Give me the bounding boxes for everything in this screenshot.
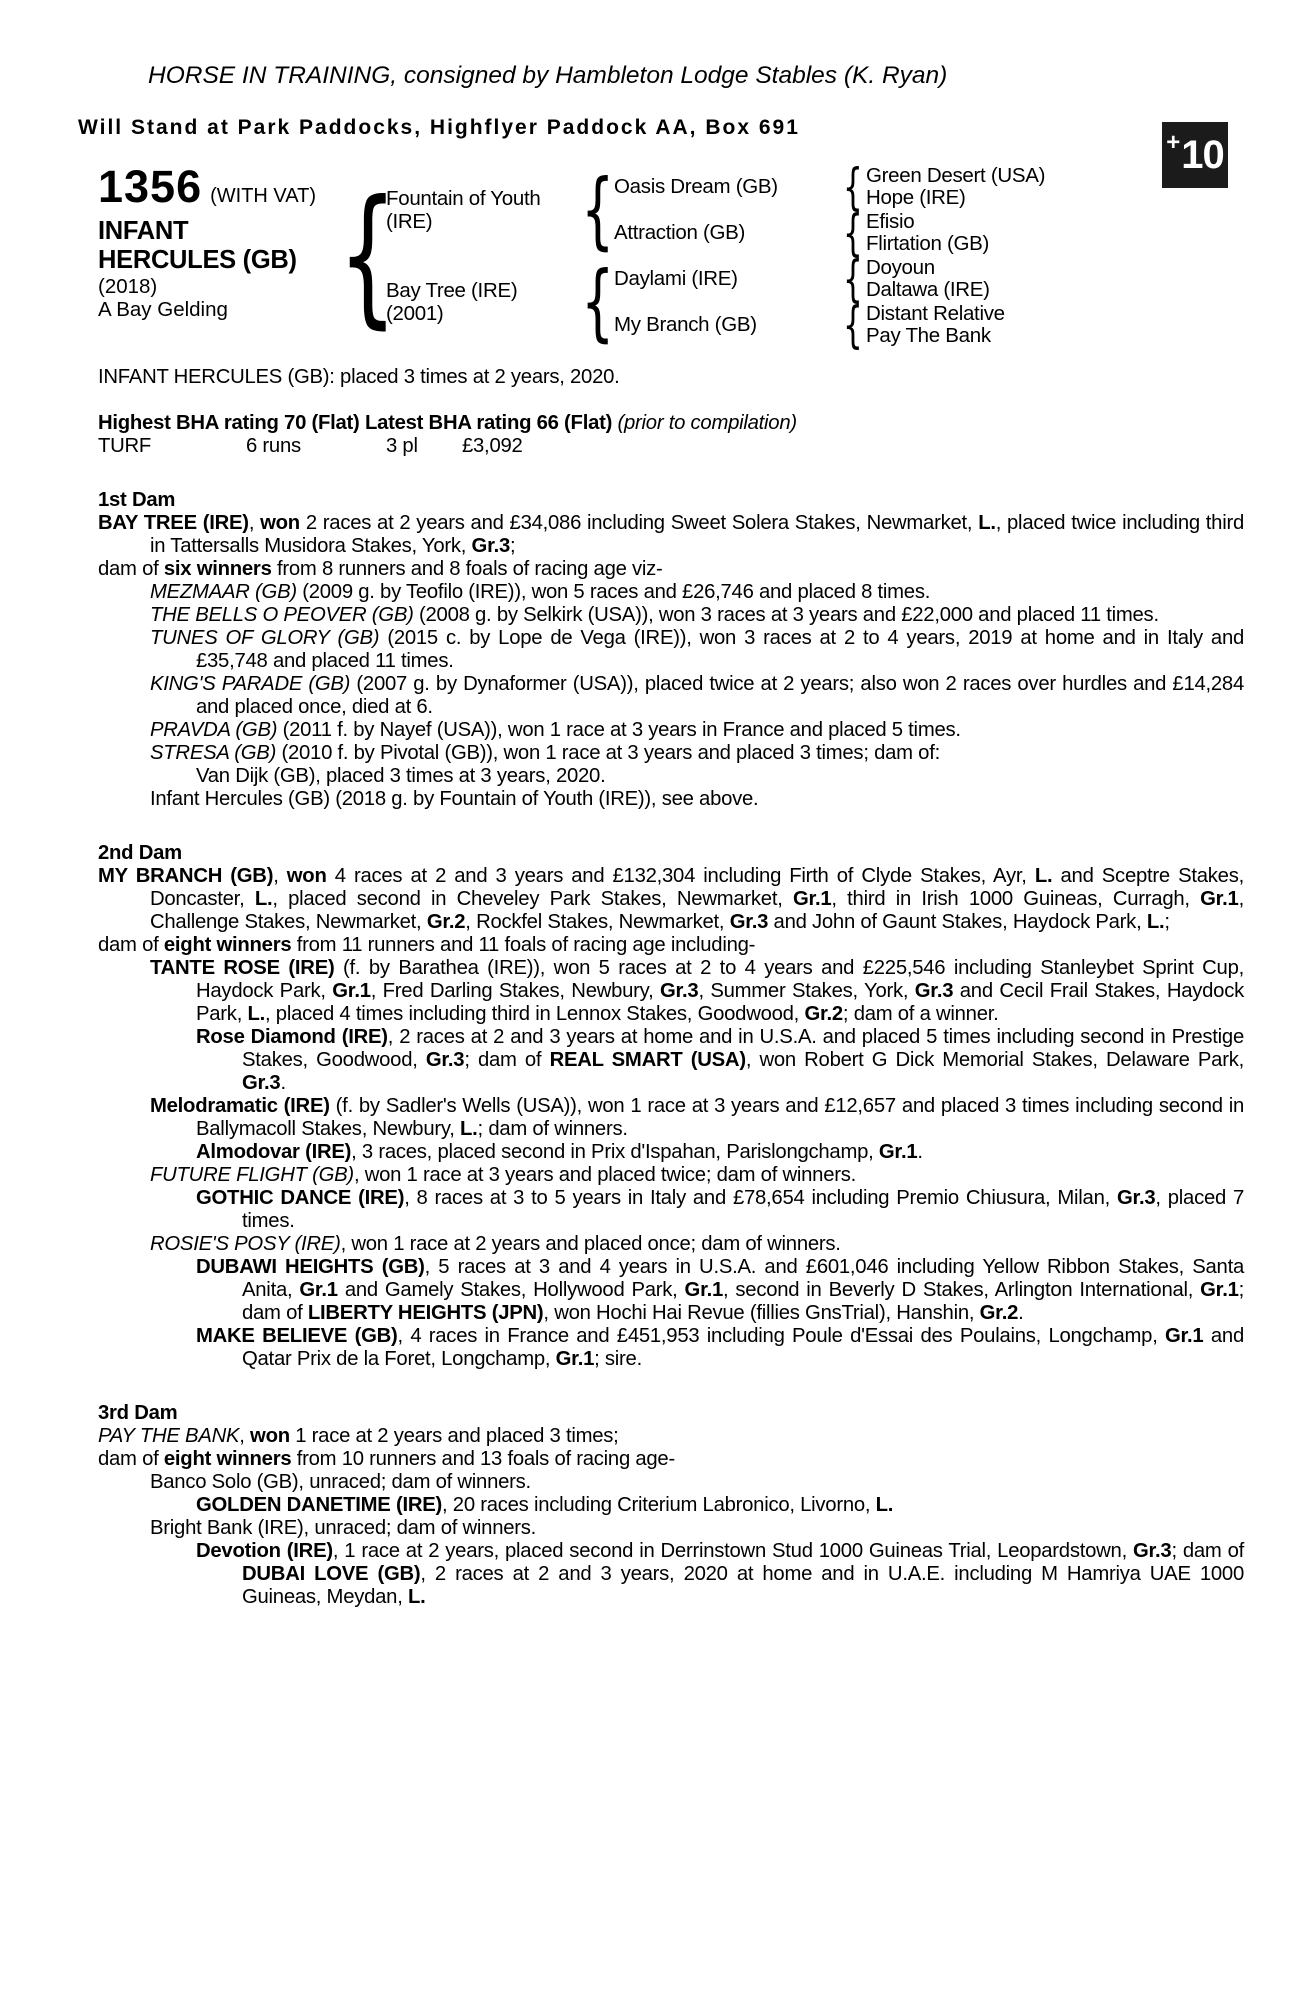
stand-location-line: Will Stand at Park Paddocks, Highflyer Paddock AA, Box 691	[78, 116, 800, 139]
rating-note: (prior to compilation)	[617, 412, 797, 434]
great-grandsire-name: Doyoun	[866, 256, 935, 279]
pedigree-brace-icon: {	[843, 204, 863, 262]
race-record-summary: INFANT HERCULES (GB): placed 3 times at 2 years, 2020.	[98, 366, 620, 388]
great-granddam-name: Daltawa (IRE)	[866, 278, 990, 301]
great-granddam-name: Flirtation (GB)	[866, 232, 990, 255]
pedigree-gen2	[614, 164, 840, 348]
section-heading: 1st Dam	[98, 489, 176, 511]
pedigree-paragraph: PRAVDA (GB) (2011 f. by Nayef (USA)), won 1 race at 3 years in France and placed 5 times.	[150, 719, 961, 741]
grandsire-name: Oasis Dream (GB)	[614, 175, 778, 198]
runs-value: 6 runs	[246, 435, 301, 457]
lot-name-line1: INFANT	[98, 217, 189, 245]
pedigree-sections	[98, 489, 1244, 1609]
pedigree-paragraph: dam of eight winners from 10 runners and 13 foals of racing age-	[98, 1448, 675, 1470]
pedigree-paragraph: MEZMAAR (GB) (2009 g. by Teofilo (IRE)), won 5 races and £26,746 and placed 8 times.	[150, 581, 931, 603]
pedigree-paragraph: DUBAWI HEIGHTS (GB), 5 races at 3 and 4 years in U.S.A. and £601,046 including Yellow Ribbon Stakes, Santa Anita, Gr.1 and Gamely Stakes, Hollywood Park, Gr.1, second in Beverly D Stakes, Arlington International, Gr.1; dam of LIBERTY HEIGHTS (JPN), won Hochi Hai Revue (fillies GnsTrial), Hanshin, Gr.2.	[196, 1256, 1244, 1324]
pedigree-tree	[98, 158, 1244, 354]
lot-description: A Bay Gelding	[98, 298, 228, 321]
pedigree-paragraph: MAKE BELIEVE (GB), 4 races in France and £451,953 including Poule d'Essai des Poulains, Longchamp, Gr.1 and Qatar Prix de la Foret, Longchamp, Gr.1; sire.	[196, 1325, 1244, 1370]
great-grandsire-name: Distant Relative	[866, 302, 1005, 325]
great-grandparents-pair	[866, 210, 1244, 256]
race-stats-row	[98, 435, 1244, 458]
placed-value: 3 pl	[386, 435, 418, 457]
pedigree-gen3	[866, 164, 1244, 348]
pedigree-paragraph: BAY TREE (IRE), won 2 races at 2 years and £34,086 including Sweet Solera Stakes, Newmarket, L., placed twice including third in Tattersalls Musidora Stakes, York, Gr.3;	[98, 512, 1244, 557]
pedigree-paragraph: GOLDEN DANETIME (IRE), 20 races including Criterium Labronico, Livorno, L.	[196, 1494, 894, 1516]
great-granddam-name: Hope (IRE)	[866, 186, 966, 209]
bha-rating-values: Highest BHA rating 70 (Flat) Latest BHA rating 66 (Flat)	[98, 412, 613, 434]
pedigree-brace-icon: {	[581, 161, 615, 259]
pedigree-paragraph: KING'S PARADE (GB) (2007 g. by Dynaformer (USA)), placed twice at 2 years; also won 2 races over hurdles and £14,284 and placed once, died at 6.	[150, 673, 1244, 718]
pedigree-gen1	[386, 164, 582, 348]
great-grandsire-name: Efisio	[866, 210, 915, 233]
pedigree-paragraph: Banco Solo (GB), unraced; dam of winners.	[150, 1471, 531, 1493]
earnings-value: £3,092	[462, 435, 523, 457]
great-grandparents-pair	[866, 256, 1244, 302]
surface-label: TURF	[98, 435, 152, 457]
granddam-name: My Branch (GB)	[614, 313, 757, 336]
section-heading: 3rd Dam	[98, 1402, 178, 1424]
pedigree-brace-icon: {	[338, 169, 398, 343]
plus10-number: 10	[1181, 132, 1224, 177]
pedigree-paragraph: dam of eight winners from 11 runners and 11 foals of racing age including-	[98, 934, 756, 956]
plus-icon: +	[1166, 129, 1181, 156]
great-grandsire-name: Green Desert (USA)	[866, 164, 1046, 187]
pedigree-brace-icon: {	[843, 250, 863, 308]
sire-cell	[386, 164, 582, 256]
sire-name: Fountain of Youth	[386, 187, 541, 210]
pedigree-paragraph: Van Dijk (GB), placed 3 times at 3 years, 2020.	[196, 765, 606, 787]
pedigree-paragraph: PAY THE BANK, won 1 race at 2 years and placed 3 times;	[98, 1425, 619, 1447]
section-heading: 2nd Dam	[98, 842, 182, 864]
page-title: HORSE IN TRAINING, consigned by Hambleton Lodge Stables (K. Ryan)	[148, 62, 948, 89]
dam-cell	[386, 256, 582, 348]
pedigree-paragraph: Melodramatic (IRE) (f. by Sadler's Wells (USA)), won 1 race at 3 years and £12,657 and placed 3 times including second in Ballymacoll Stakes, Newbury, L.; dam of winners.	[150, 1095, 1244, 1140]
pedigree-paragraph: Almodovar (IRE), 3 races, placed second in Prix d'Ispahan, Parislongchamp, Gr.1.	[196, 1141, 923, 1163]
pedigree-paragraph: STRESA (GB) (2010 f. by Pivotal (GB)), won 1 race at 3 years and placed 3 times; dam of:	[150, 742, 940, 764]
pedigree-paragraph: dam of six winners from 8 runners and 8 foals of racing age viz-	[98, 558, 663, 580]
pedigree-paragraph: TUNES OF GLORY (GB) (2015 c. by Lope de Vega (IRE)), won 3 races at 2 to 4 years, 2019 at home and in Italy and £35,748 and placed 11 times.	[150, 627, 1245, 672]
grandsire-name: Daylami (IRE)	[614, 267, 738, 290]
pedigree-paragraph: Rose Diamond (IRE), 2 races at 2 and 3 years at home and in U.S.A. and placed 5 times including second in Prestige Stakes, Goodwood, Gr.3; dam of REAL SMART (USA), won Robert G Dick Memorial Stakes, Delaware Park, Gr.3.	[196, 1026, 1244, 1094]
pedigree-brace-icon: {	[843, 158, 863, 216]
lot-year: (2018)	[98, 275, 158, 298]
pedigree-paragraph: FUTURE FLIGHT (GB), won 1 race at 3 years and placed twice; dam of winners.	[150, 1164, 856, 1186]
granddam-name: Attraction (GB)	[614, 221, 746, 244]
vat-note: (WITH VAT)	[210, 185, 317, 207]
pedigree-paragraph: Infant Hercules (GB) (2018 g. by Fountain of Youth (IRE)), see above.	[150, 788, 759, 810]
pedigree-paragraph: MY BRANCH (GB), won 4 races at 2 and 3 years and £132,304 including Firth of Clyde Stakes, Ayr, L. and Sceptre Stakes, Doncaster, L., placed second in Cheveley Park Stakes, Newmarket, Gr.1, third in Irish 1000 Guineas, Curragh, Gr.1, Challenge Stakes, Newmarket, Gr.2, Rockfel Stakes, Newmarket, Gr.3 and John of Gaunt Stakes, Haydock Park, L.;	[98, 865, 1244, 933]
pedigree-brace-icon: {	[843, 296, 863, 354]
plus10-badge	[1162, 122, 1228, 188]
dam-name: Bay Tree (IRE)	[386, 279, 518, 302]
lot-info	[98, 161, 350, 348]
pedigree-paragraph: Devotion (IRE), 1 race at 2 years, placed second in Derrinstown Stud 1000 Guineas Trial, Leopardstown, Gr.3; dam of DUBAI LOVE (GB), 2 races at 2 and 3 years, 2020 at home and in U.A.E. including M Hamriya UAE 1000 Guineas, Meydan, L.	[196, 1540, 1244, 1608]
pedigree-paragraph: ROSIE'S POSY (IRE), won 1 race at 2 years and placed once; dam of winners.	[150, 1233, 841, 1255]
great-grandparents-pair	[866, 302, 1244, 348]
pedigree-paragraph: GOTHIC DANCE (IRE), 8 races at 3 to 5 years in Italy and £78,654 including Premio Chiusura, Milan, Gr.3, placed 7 times.	[196, 1187, 1244, 1232]
pedigree-paragraph: Bright Bank (IRE), unraced; dam of winners.	[150, 1517, 537, 1539]
pedigree-brace-icon: {	[581, 253, 615, 351]
pedigree-paragraph: TANTE ROSE (IRE) (f. by Barathea (IRE)), won 5 races at 2 to 4 years and £225,546 including Stanleybet Sprint Cup, Haydock Park, Gr.1, Fred Darling Stakes, Newbury, Gr.3, Summer Stakes, York, Gr.3 and Cecil Frail Stakes, Haydock Park, L., placed 4 times including third in Lennox Stakes, Goodwood, Gr.2; dam of a winner.	[150, 957, 1244, 1025]
sire-suffix: (IRE)	[386, 210, 433, 233]
lot-number: 1356	[98, 161, 203, 212]
bha-rating-line	[98, 412, 1244, 435]
dam-suffix: (2001)	[386, 302, 444, 325]
lot-name-line2: HERCULES (GB)	[98, 246, 297, 274]
great-granddam-name: Pay The Bank	[866, 324, 991, 347]
pedigree-paragraph: THE BELLS O PEOVER (GB) (2008 g. by Selkirk (USA)), won 3 races at 3 years and £22,000 and placed 11 times.	[150, 604, 1159, 626]
